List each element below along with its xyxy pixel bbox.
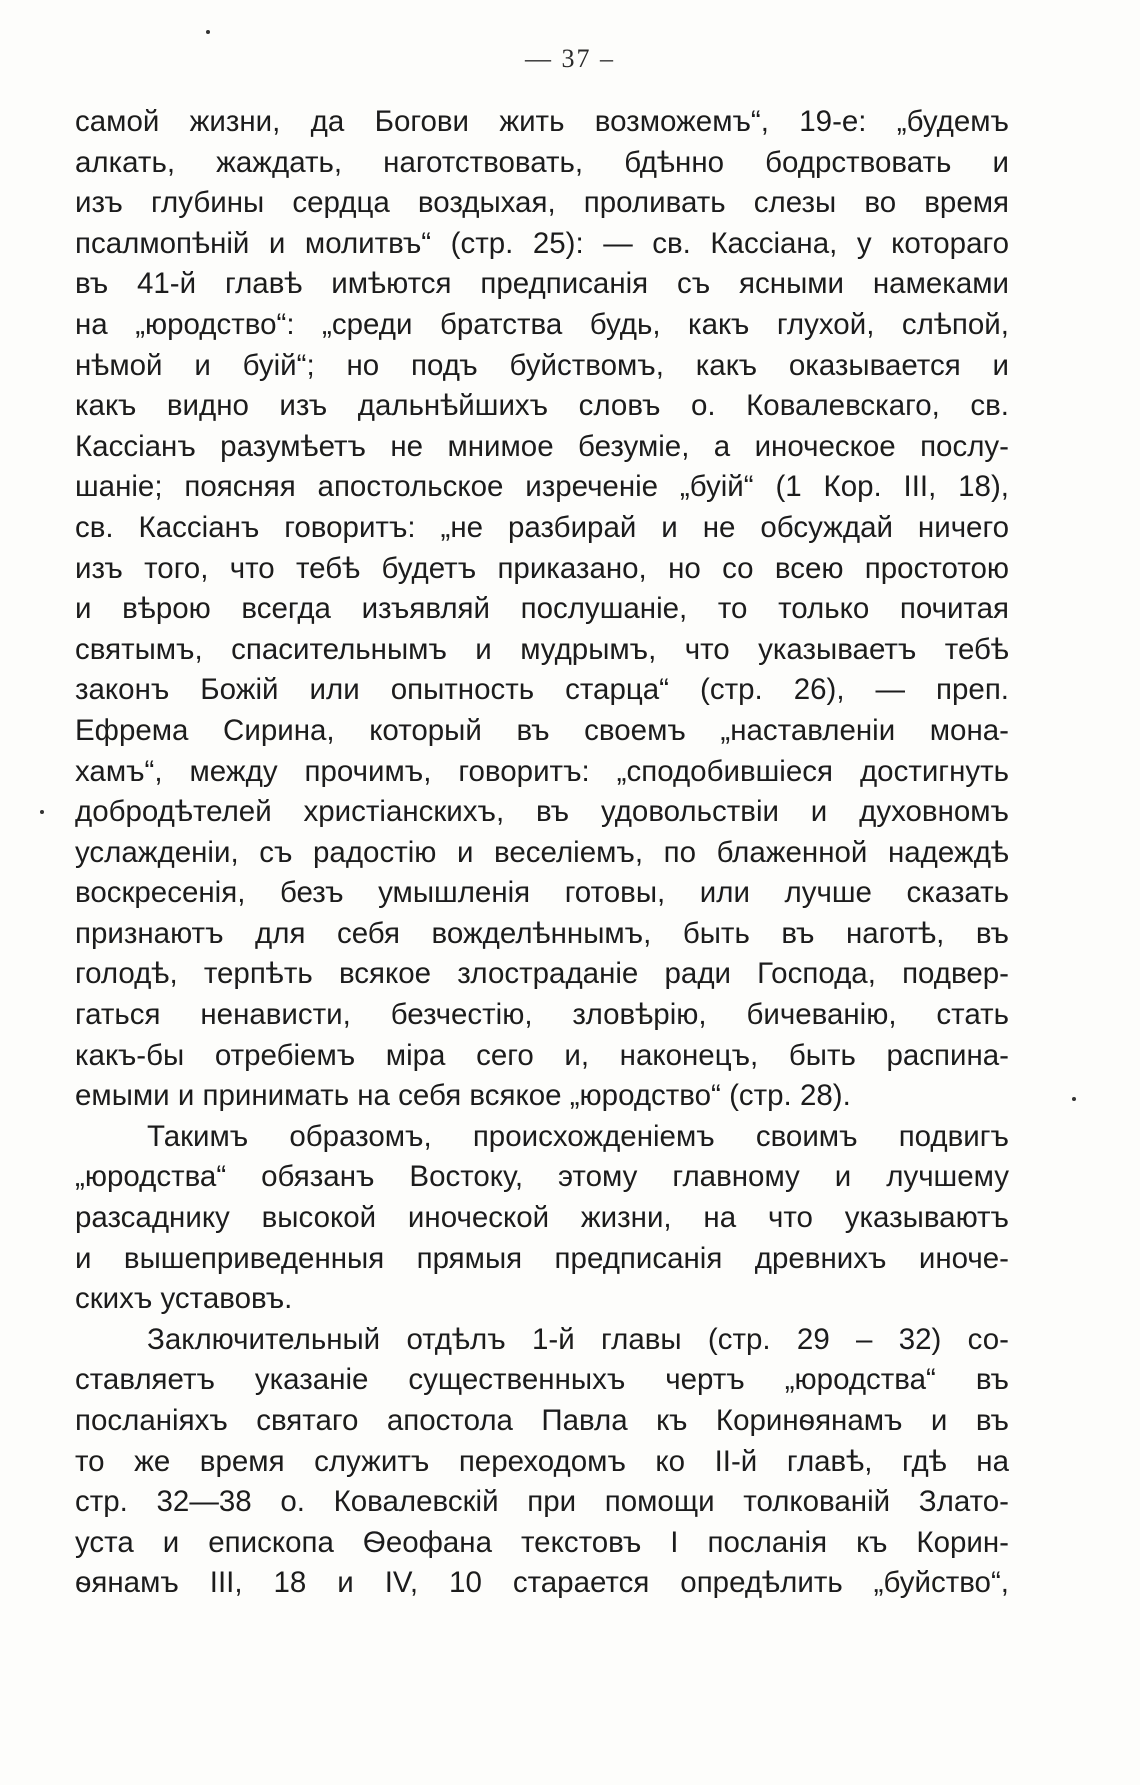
page-number: — 37 – — [525, 44, 615, 73]
text-line: „юродства“ обязанъ Востоку, этому главному и лучшему — [75, 1160, 1009, 1194]
text-line: гаться ненависти, безчестію, зловѣрію, бичеванію, стать — [75, 998, 1009, 1032]
text-line: добродѣтелей христіанскихъ, въ удовольствіи и духовномъ — [75, 795, 1009, 829]
text-line: на „юродство“: „среди братства будь, какъ глухой, слѣпой, — [75, 307, 1009, 341]
text-line: ѳянамъ III, 18 и IV, 10 старается опредѣлить „буйство“, — [75, 1566, 1009, 1600]
text-line: законъ Божій или опытность старца“ (стр. 26), — преп. — [75, 673, 1009, 707]
paragraph — [75, 1320, 1009, 1604]
text-line: услажденіи, съ радостію и веселіемъ, по блаженной надеждѣ — [75, 835, 1009, 869]
text-line: хамъ“, между прочимъ, говоритъ: „сподобившіеся достигнуть — [75, 754, 1009, 788]
text-line: стр. 32—38 о. Ковалевскій при помощи толкованій Злато- — [75, 1485, 1009, 1519]
text-line: самой жизни, да Богови жить возможемъ“, 19-е: „будемъ — [75, 105, 1009, 138]
text-line: воскресенія, безъ умышленія готовы, или лучше сказать — [75, 876, 1009, 910]
text-line: Ефрема Сирина, который въ своемъ „наставленіи мона- — [75, 713, 1009, 747]
text-line: изъ глубины сердца воздыхая, проливать слезы во время — [75, 186, 1009, 220]
text-line: разсаднику высокой иноческой жизни, на что указываютъ — [75, 1201, 1009, 1235]
text-line: признаютъ для себя вожделѣннымъ, быть въ наготѣ, въ — [75, 916, 1009, 950]
text-line: какъ-бы отребіемъ міра сего и, наконецъ, быть распина- — [75, 1038, 1009, 1072]
text-line: Заключительный отдѣлъ 1-й главы (стр. 29 – 32) со- — [147, 1322, 1009, 1356]
text-line: ставляетъ указаніе существенныхъ чертъ „юродства“ въ — [75, 1363, 1009, 1397]
scan-speck — [206, 30, 210, 34]
text-line: шаніе; поясняя апостольское изреченіе „буій“ (1 Кор. III, 18), — [75, 470, 1009, 504]
text-line: уста и епископа Ѳеофана текстовъ I посланія къ Корин- — [75, 1525, 1009, 1559]
text-line: и вышеприведенныя прямыя предписанія древнихъ иноче- — [75, 1241, 1009, 1275]
text-line: какъ видно изъ дальнѣйшихъ словъ о. Ковалевскаго, св. — [75, 389, 1009, 423]
text-line: въ 41-й главѣ имѣются предписанія съ ясными намеками — [75, 267, 1009, 301]
scan-speck — [1072, 1097, 1076, 1101]
paragraph — [75, 102, 1009, 1117]
paragraph — [75, 1117, 1009, 1320]
text-line: посланіяхъ святаго апостола Павла къ Коринѳянамъ и въ — [75, 1404, 1009, 1437]
text-line: скихъ уставовъ. — [75, 1282, 293, 1316]
text-line: Кассіанъ разумѣетъ не мнимое безуміе, а иноческое послу- — [75, 429, 1009, 463]
text-line: Такимъ образомъ, происхожденіемъ своимъ подвигъ — [147, 1119, 1009, 1153]
text-line: емыми и принимать на себя всякое „юродство“ (стр. 28). — [75, 1079, 851, 1113]
text-line: изъ того, что тебѣ будетъ приказано, но со всею простотою — [75, 551, 1009, 585]
text-line: то же время служитъ переходомъ ко II-й главѣ, гдѣ на — [75, 1444, 1009, 1478]
body-text — [75, 102, 1009, 1604]
text-line: святымъ, спасительнымъ и мудрымъ, что указываетъ тебѣ — [75, 632, 1009, 666]
text-line: и вѣрою всегда изъявляй послушаніе, то только почитая — [75, 592, 1009, 626]
text-line: псалмопѣній и молитвъ“ (стр. 25): — св. Кассіана, у котораго — [75, 226, 1009, 260]
text-line: нѣмой и буій“; но подъ буйствомъ, какъ оказывается и — [75, 348, 1009, 382]
text-line: голодѣ, терпѣть всякое злостраданіе ради Господа, подвер- — [75, 957, 1009, 991]
scan-speck — [40, 810, 44, 814]
text-line: алкать, жаждать, наготствовать, бдѣнно бодрствовать и — [75, 145, 1009, 179]
text-line: св. Кассіанъ говоритъ: „не разбирай и не обсуждай ничего — [75, 510, 1009, 544]
